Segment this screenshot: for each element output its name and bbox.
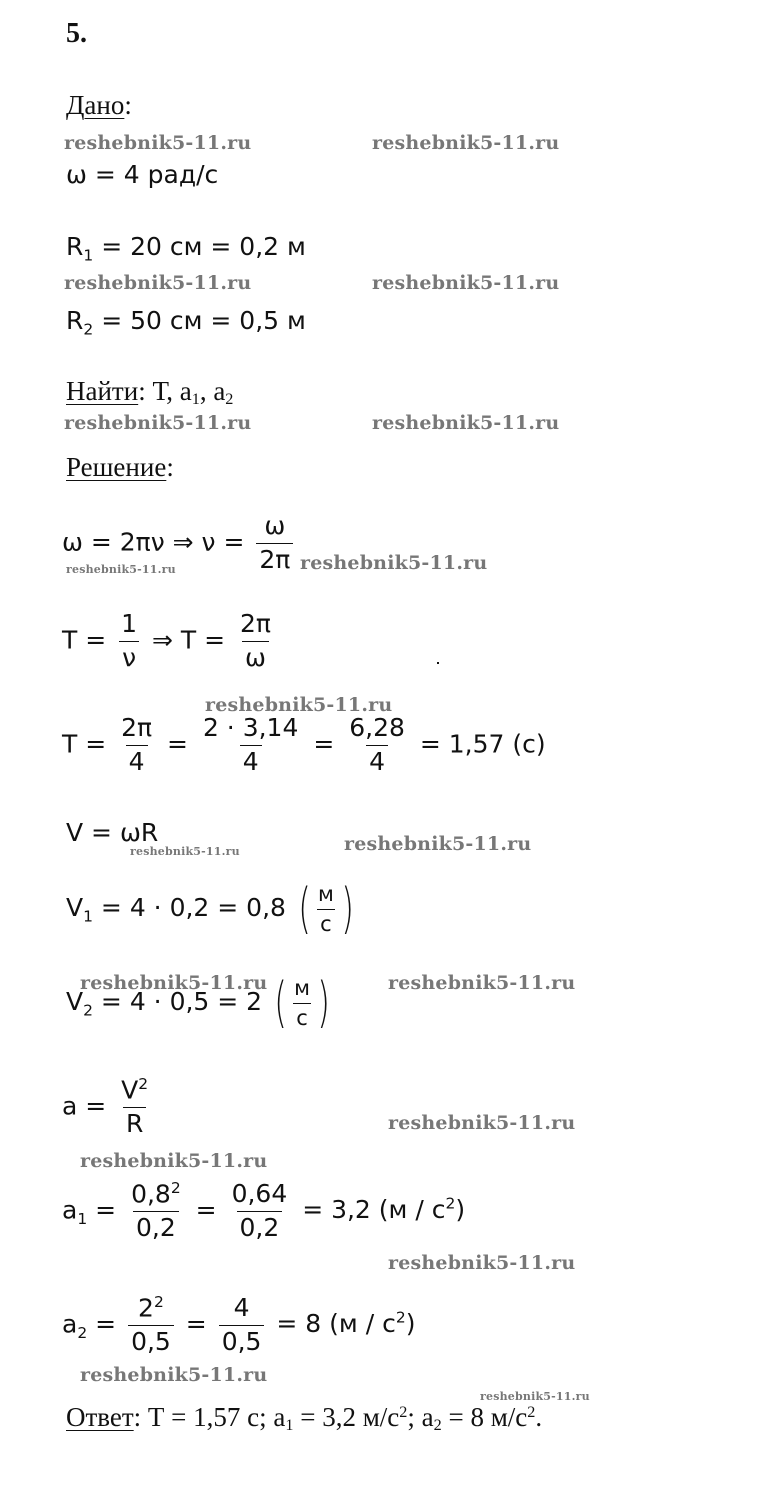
paren-left: ( <box>298 877 311 940</box>
denominator: 0,5 <box>128 1325 174 1357</box>
numerator: м <box>294 976 310 1001</box>
equation-a2 <box>62 1294 415 1357</box>
numerator-base: 0,8 <box>131 1179 171 1209</box>
equals: = <box>195 1195 217 1225</box>
find-text-a: : Т, a <box>138 376 192 406</box>
fraction <box>291 976 313 1029</box>
denominator: 0,2 <box>237 1211 283 1243</box>
answer-text-a: : Т = 1,57 с; a <box>133 1402 286 1432</box>
watermark: reshebnik5-11.ru <box>80 1150 268 1172</box>
given-heading <box>66 90 132 121</box>
watermark: reshebnik5-11.ru <box>344 833 532 855</box>
find-line <box>66 376 233 409</box>
denominator: 2π <box>256 543 293 575</box>
given-r1 <box>66 232 306 264</box>
watermark: reshebnik5-11.ru <box>300 552 488 574</box>
watermark-small: reshebnik5-11.ru <box>480 1390 590 1403</box>
a2-name: a <box>62 1309 78 1339</box>
eq1-left: ω = 2πν ⇒ ν = <box>62 527 245 557</box>
watermark: reshebnik5-11.ru <box>388 1112 576 1134</box>
problem-number: 5. <box>66 18 87 49</box>
solution-colon: : <box>166 452 174 482</box>
answer-text-c: ; a <box>407 1402 434 1432</box>
equals: = <box>95 1309 117 1339</box>
r2-name: R <box>66 306 84 335</box>
denominator: 4 <box>126 745 148 777</box>
a2-result-close: ) <box>405 1309 416 1339</box>
numerator-sup: 2 <box>138 1075 149 1093</box>
given-omega: ω = 4 рад/с <box>66 160 219 189</box>
answer-sub-2: 2 <box>433 1416 442 1435</box>
r1-name: R <box>66 232 84 261</box>
stray-dot <box>437 662 439 664</box>
answer-sup-2: 2 <box>527 1403 536 1422</box>
answer-line <box>66 1402 542 1435</box>
eq3-result: = 1,57 (с) <box>419 729 546 759</box>
v1-name: V <box>66 893 84 922</box>
fraction <box>128 1294 174 1357</box>
watermark: reshebnik5-11.ru <box>80 1364 268 1386</box>
watermark: reshebnik5-11.ru <box>80 972 268 994</box>
a1-result-close: ) <box>455 1195 466 1225</box>
a1-result-text: = 3,2 (м / с <box>302 1195 446 1225</box>
r1-rest: = 20 см = 0,2 м <box>93 232 306 261</box>
find-label: Найти <box>66 376 139 406</box>
equation-v2 <box>66 971 334 1034</box>
equation-period-value <box>62 714 546 777</box>
a2-sub: 2 <box>77 1323 88 1342</box>
paren-right: ) <box>317 971 330 1034</box>
a2-result <box>276 1309 415 1338</box>
given-r2 <box>66 306 306 338</box>
fraction <box>346 714 408 777</box>
a1-sub: 1 <box>77 1209 88 1228</box>
numerator: 4 <box>233 1293 250 1323</box>
eq7-left: a = <box>62 1091 107 1121</box>
denominator: R <box>123 1107 146 1139</box>
paren-right: ) <box>341 877 354 940</box>
denominator: с <box>317 909 335 936</box>
r1-sub: 1 <box>83 246 94 265</box>
denominator: ν <box>119 641 139 673</box>
v1-expr: = 4 · 0,2 = 0,8 <box>92 893 286 922</box>
r2-rest: = 50 см = 0,5 м <box>93 306 306 335</box>
numerator <box>135 1294 167 1325</box>
a1-name: a <box>62 1195 78 1225</box>
equals: = <box>185 1309 207 1339</box>
watermark: reshebnik5-11.ru <box>372 412 560 434</box>
equals: = <box>95 1195 117 1225</box>
watermark: reshebnik5-11.ru <box>64 412 252 434</box>
v1-sub: 1 <box>83 907 93 926</box>
watermark-small: reshebnik5-11.ru <box>130 845 240 858</box>
v2-expr: = 4 · 0,5 = 2 <box>92 987 263 1016</box>
answer-sub-1: 1 <box>285 1416 294 1435</box>
equation-period <box>62 610 278 673</box>
a2-result-sup: 2 <box>395 1309 406 1328</box>
numerator: 1 <box>121 609 138 638</box>
solution-label: Решение <box>66 452 167 482</box>
equals: = <box>167 729 188 759</box>
fraction <box>219 1294 265 1357</box>
numerator: 6,28 <box>349 713 405 742</box>
fraction <box>118 714 155 777</box>
denominator: 0,2 <box>133 1211 179 1243</box>
numerator-sup: 2 <box>153 1293 164 1311</box>
fraction <box>118 610 140 673</box>
find-text-b: , a <box>199 376 226 406</box>
numerator-sup: 2 <box>170 1179 181 1197</box>
given-label: Дано <box>66 90 125 120</box>
a2-result-text: = 8 (м / с <box>276 1309 396 1339</box>
eq3-left: T = <box>62 729 107 759</box>
solution-heading <box>66 452 174 483</box>
v2-name: V <box>66 987 84 1016</box>
r2-sub: 2 <box>83 320 94 339</box>
fraction <box>118 1076 151 1139</box>
denominator: 0,5 <box>219 1325 265 1357</box>
a1-result <box>302 1195 465 1224</box>
find-sub-2: 2 <box>225 390 234 409</box>
numerator-base: V <box>121 1075 139 1105</box>
fraction <box>315 882 337 935</box>
watermark: reshebnik5-11.ru <box>64 272 252 294</box>
fraction <box>229 1180 291 1243</box>
find-sub-1: 1 <box>191 390 200 409</box>
denominator: 4 <box>366 745 388 777</box>
watermark: reshebnik5-11.ru <box>388 1252 576 1274</box>
equation-v1 <box>66 877 358 940</box>
answer-text-d: = 8 м/с <box>441 1402 528 1432</box>
watermark: reshebnik5-11.ru <box>64 132 252 154</box>
watermark: reshebnik5-11.ru <box>372 272 560 294</box>
eq2-mid: ⇒ T = <box>151 625 226 655</box>
answer-sup-1: 2 <box>399 1403 408 1422</box>
eq2-left: T = <box>62 625 107 655</box>
numerator: м <box>317 882 334 907</box>
answer-text-b: = 3,2 м/с <box>293 1402 400 1432</box>
answer-text-e: . <box>535 1402 543 1432</box>
numerator <box>128 1180 184 1211</box>
denominator: 4 <box>240 745 262 777</box>
watermark-small: reshebnik5-11.ru <box>66 563 176 576</box>
numerator: 2 · 3,14 <box>202 713 299 742</box>
fraction <box>237 610 274 673</box>
v2-sub: 2 <box>83 1001 93 1020</box>
equation-velocity: V = ωR <box>66 818 159 847</box>
fraction <box>256 512 293 575</box>
denominator: с <box>293 1003 311 1030</box>
a1-result-sup: 2 <box>445 1195 456 1214</box>
equals: = <box>313 729 335 759</box>
unit-parenthesized <box>294 877 358 940</box>
numerator-base: 2 <box>138 1293 154 1323</box>
numerator <box>118 1076 151 1107</box>
numerator: ω <box>264 511 286 540</box>
numerator: 2π <box>240 609 271 638</box>
paren-left: ( <box>274 971 287 1034</box>
watermark: reshebnik5-11.ru <box>388 972 576 994</box>
answer-label: Ответ <box>66 1402 134 1432</box>
denominator: ω <box>242 641 269 673</box>
fraction <box>128 1180 184 1243</box>
watermark: reshebnik5-11.ru <box>372 132 560 154</box>
watermark: reshebnik5-11.ru <box>205 694 393 716</box>
equation-acceleration <box>62 1076 155 1139</box>
given-colon: : <box>124 90 132 120</box>
numerator: 2π <box>121 713 153 742</box>
fraction <box>200 714 301 777</box>
numerator: 0,64 <box>231 1179 288 1209</box>
unit-parenthesized <box>270 971 334 1034</box>
equation-a1 <box>62 1180 465 1243</box>
